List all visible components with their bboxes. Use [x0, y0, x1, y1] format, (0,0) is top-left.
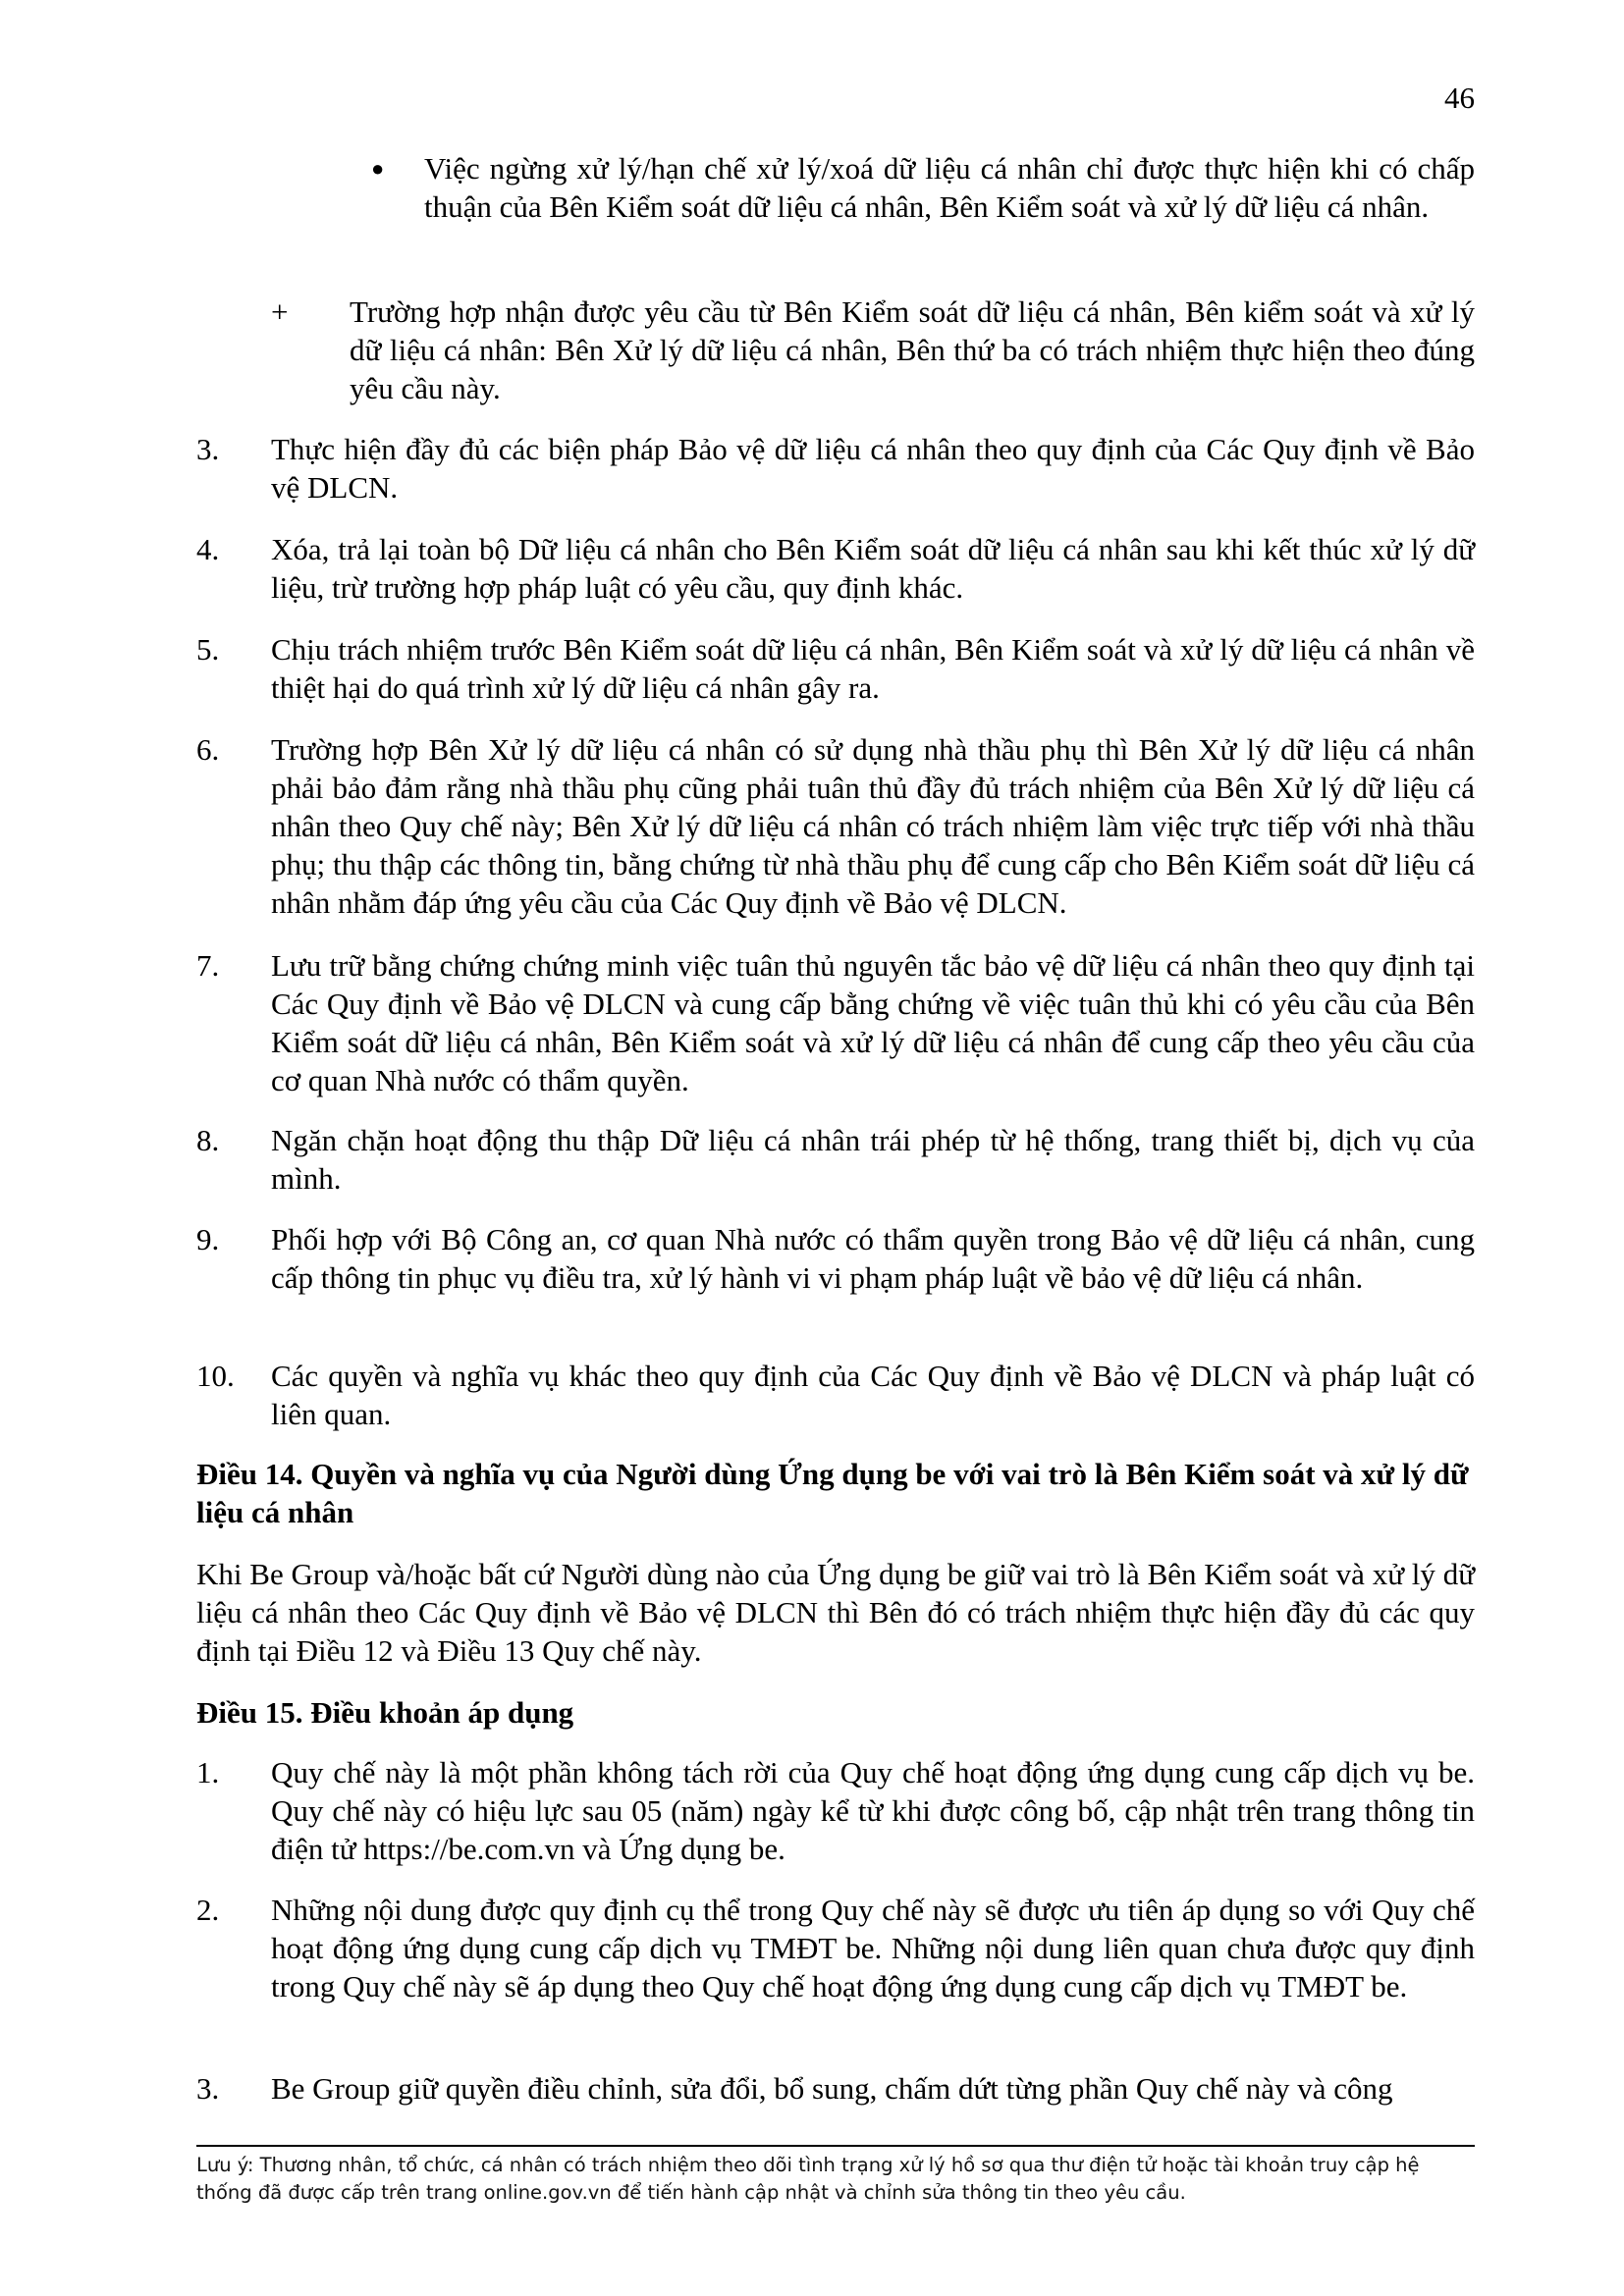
- list-item-text: Phối hợp với Bộ Công an, cơ quan Nhà nước có thẩm quyền trong Bảo vệ dữ liệu cá nhân, cung cấp thông tin phục vụ điều tra, xử lý hành vi vi phạm pháp luật về bảo vệ dữ liệu cá nhân.: [271, 1222, 1475, 1295]
- bullet-dot-icon: ●: [371, 156, 385, 181]
- list-item-text: Những nội dung được quy định cụ thể trong Quy chế này sẽ được ưu tiên áp dụng so với Quy chế hoạt động ứng dụng cung cấp dịch vụ TMĐT be. Những nội dung liên quan chưa được quy định trong Quy chế này sẽ áp dụng theo Quy chế hoạt động ứng dụng cung cấp dịch vụ TMĐT be.: [271, 1893, 1475, 2003]
- list-item-number: 3.: [196, 432, 220, 466]
- plus-marker: +: [271, 294, 289, 329]
- plus-item-text: Trường hợp nhận được yêu cầu từ Bên Kiểm soát dữ liệu cá nhân, Bên kiểm soát và xử lý dữ liệu cá nhân: Bên Xử lý dữ liệu cá nhân, Bên thứ ba có trách nhiệm thực hiện theo đúng yêu cầu này.: [350, 294, 1475, 405]
- footer-note: Lưu ý: Thương nhân, tổ chức, cá nhân có trách nhiệm theo dõi tình trạng xử lý hồ sơ qua thư điện tử hoặc tài khoản truy cập hệ thống đã được cấp trên trang online.gov.vn để tiến hành cập nhật và chỉnh sửa thông tin theo yêu cầu.: [196, 2154, 1420, 2204]
- list-item-number: 7.: [196, 948, 220, 983]
- list-item: [196, 630, 1475, 707]
- article-14-heading: Điều 14. Quyền và nghĩa vụ của Người dùng Ứng dụng be với vai trò là Bên Kiểm soát và xử lý dữ liệu cá nhân: [196, 1457, 1469, 1529]
- list-item-number: 3.: [196, 2071, 220, 2106]
- bullet-item-text: Việc ngừng xử lý/hạn chế xử lý/xoá dữ liệu cá nhân chỉ được thực hiện khi có chấp thuận của Bên Kiểm soát dữ liệu cá nhân, Bên Kiểm soát và xử lý dữ liệu cá nhân.: [424, 151, 1475, 224]
- footer-divider: [196, 2145, 1475, 2147]
- list-item-text: Chịu trách nhiệm trước Bên Kiểm soát dữ liệu cá nhân, Bên Kiểm soát và xử lý dữ liệu cá nhân về thiệt hại do quá trình xử lý dữ liệu cá nhân gây ra.: [271, 632, 1475, 705]
- page-number: 46: [1444, 80, 1475, 115]
- list-item-text: Trường hợp Bên Xử lý dữ liệu cá nhân có sử dụng nhà thầu phụ thì Bên Xử lý dữ liệu cá nhân phải bảo đảm rằng nhà thầu phụ cũng phải tuân thủ đầy đủ trách nhiệm của Bên Xử lý dữ liệu cá nhân theo Quy chế này; Bên Xử lý dữ liệu cá nhân có trách nhiệm làm việc trực tiếp với nhà thầu phụ; thu thập các thông tin, bằng chứng từ nhà thầu phụ để cung cấp cho Bên Kiểm soát dữ liệu cá nhân nhằm đáp ứng yêu cầu của Các Quy định về Bảo vệ DLCN.: [271, 732, 1475, 920]
- list-item: [196, 730, 1475, 922]
- list-item-number: 8.: [196, 1123, 220, 1157]
- list-item: [196, 946, 1475, 1099]
- list-item: [196, 1357, 1475, 1433]
- list-item-text: Ngăn chặn hoạt động thu thập Dữ liệu cá nhân trái phép từ hệ thống, trang thiết bị, dịch vụ của mình.: [271, 1123, 1475, 1196]
- article-14-body: Khi Be Group và/hoặc bất cứ Người dùng nào của Ứng dụng be giữ vai trò là Bên Kiểm soát và xử lý dữ liệu cá nhân theo Các Quy định về Bảo vệ DLCN thì Bên đó có trách nhiệm thực hiện đầy đủ các quy định tại Điều 12 và Điều 13 Quy chế này.: [196, 1557, 1475, 1668]
- list-item: [196, 1220, 1475, 1297]
- list-item-number: 1.: [196, 1755, 220, 1789]
- list-item-number: 4.: [196, 532, 220, 566]
- bullet-item: [371, 149, 1475, 226]
- list-item-number: 6.: [196, 732, 220, 767]
- list-item: [196, 530, 1475, 607]
- list-item-text: Thực hiện đầy đủ các biện pháp Bảo vệ dữ liệu cá nhân theo quy định của Các Quy định về Bảo vệ DLCN.: [271, 432, 1475, 505]
- list-item-number: 2.: [196, 1893, 220, 1927]
- list-item-text: Lưu trữ bằng chứng chứng minh việc tuân thủ nguyên tắc bảo vệ dữ liệu cá nhân theo quy định tại Các Quy định về Bảo vệ DLCN và cung cấp bằng chứng về việc tuân thủ khi có yêu cầu của Bên Kiểm soát dữ liệu cá nhân, Bên Kiểm soát và xử lý dữ liệu cá nhân để cung cấp theo yêu cầu của cơ quan Nhà nước có thẩm quyền.: [271, 948, 1475, 1097]
- list-item-number: 9.: [196, 1222, 220, 1256]
- list-item-text: Quy chế này là một phần không tách rời của Quy chế hoạt động ứng dụng cung cấp dịch vụ be. Quy chế này có hiệu lực sau 05 (năm) ngày kể từ khi được công bố, cập nhật trên trang thông tin điện tử https://be.com.vn và Ứng dụng be.: [271, 1755, 1475, 1866]
- list-item: [196, 1891, 1475, 2005]
- list-item-text: Be Group giữ quyền điều chỉnh, sửa đổi, bổ sung, chấm dứt từng phần Quy chế này và công: [271, 2071, 1393, 2106]
- list-item-text: Các quyền và nghĩa vụ khác theo quy định của Các Quy định về Bảo vệ DLCN và pháp luật có liên quan.: [271, 1359, 1475, 1431]
- plus-item: [271, 293, 1475, 407]
- list-item: [196, 2069, 1475, 2108]
- list-item-text: Xóa, trả lại toàn bộ Dữ liệu cá nhân cho Bên Kiểm soát dữ liệu cá nhân sau khi kết thúc xử lý dữ liệu, trừ trường hợp pháp luật có yêu cầu, quy định khác.: [271, 532, 1475, 605]
- list-item: [196, 1753, 1475, 1868]
- list-item-number: 10.: [196, 1359, 235, 1393]
- list-item-number: 5.: [196, 632, 220, 667]
- list-item: [196, 430, 1475, 507]
- article-15-heading: Điều 15. Điều khoản áp dụng: [196, 1695, 574, 1730]
- list-item: [196, 1121, 1475, 1198]
